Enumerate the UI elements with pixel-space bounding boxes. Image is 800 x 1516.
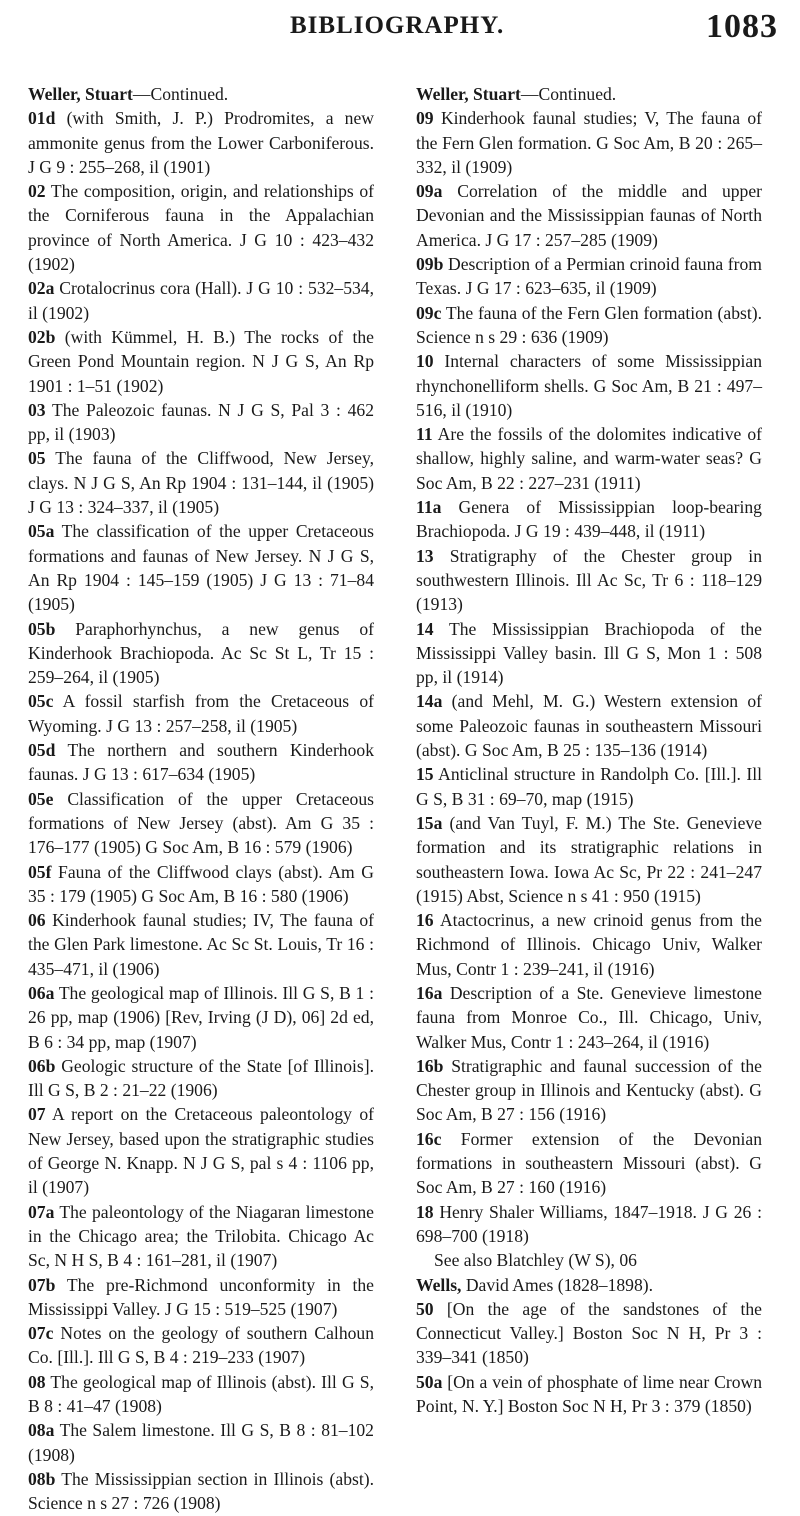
entry-number: 05f [28,861,52,882]
bibliography-entry [416,811,762,908]
entry-number: 11a [416,497,442,518]
entry-text: (with Smith, J. P.) Prodromites, a new ammonite genus from the Lower Carboniferous. J G 9 : 255–268, il (1901) [28,108,374,177]
entry-number: 16c [416,1128,442,1149]
entry-text: Classification of the upper Cretaceous formations of New Jersey (abst). Am G 35 : 176–177 (1905) G Soc Am, B 16 : 579 (1906) [28,788,374,858]
entry-number: 03 [28,399,46,420]
entry-number: 05b [28,618,56,639]
bibliography-entry [416,617,762,690]
bibliography-entry [28,276,374,325]
bibliography-entry [416,981,762,1054]
entry-text: The Paleozoic faunas. N J G S, Pal 3 : 462 pp, il (1903) [28,399,374,445]
entry-text: The composition, origin, and relationships of the Corniferous fauna in the Appalachian province of North America. J G 10 : 423–432 (1902) [28,181,374,275]
entry-list [28,106,374,1515]
bibliography-entry [28,519,374,616]
page-header [0,6,800,56]
entry-text: Henry Shaler Williams, 1847–1918. J G 26 : 698–700 (1918) [416,1201,762,1246]
bibliography-entry [28,1102,374,1199]
continued-label: —Continued. [520,84,617,104]
entry-number: 02 [28,181,46,202]
entry-text: Description of a Permian crinoid fauna from Texas. J G 17 : 623–635, il (1909) [416,254,762,299]
entry-number: 08 [28,1371,46,1392]
entry-text: Kinderhook faunal studies; IV, The fauna of the Glen Park limestone. Ac Sc St. Louis, Tr 16 : 435–471, il (1906) [28,910,375,979]
bibliography-entry [416,1127,762,1200]
bibliography-entry [28,1418,374,1467]
entry-text: Notes on the geology of southern Calhoun Co. [Ill.]. Ill G S, B 4 : 219–233 (1907) [28,1323,375,1368]
entry-text: Stratigraphy of the Chester group in southwestern Illinois. Ill Ac Sc, Tr 6 : 118–129 (1913) [416,545,762,615]
entry-text: Kinderhook faunal studies; V, The fauna of the Fern Glen formation. G Soc Am, B 20 : 265–332, il (1909) [416,108,762,177]
entry-number: 09c [416,302,442,323]
entry-number: 18 [416,1201,434,1222]
bibliography-entry [416,252,762,301]
entry-number: 50a [416,1371,443,1392]
bibliography-entry [416,1370,762,1419]
entry-number: 06b [28,1055,56,1076]
entry-number: 08a [28,1420,55,1441]
bibliography-entry [416,908,762,981]
entry-text: The geological map of Illinois. Ill G S, B 1 : 26 pp, map (1906) [Rev, Irving (J D), 06] 2d ed, B 6 : 34 pp, map (1907) [28,982,374,1052]
entry-number: 05a [28,521,55,542]
entry-text: Crotalocrinus cora (Hall). J G 10 : 532–534, il (1902) [28,278,375,323]
bibliography-entry [28,398,374,447]
entry-number: 16 [416,910,434,931]
entry-number: 15 [416,764,434,785]
entry-number: 10 [416,351,434,372]
page-number: 1083 [706,8,778,45]
entry-number: 16b [416,1055,444,1076]
author-heading [416,82,762,106]
entry-text: [On a vein of phosphate of lime near Crown Point, N. Y.] Boston Soc N H, Pr 3 : 379 (1850) [416,1371,763,1417]
page-title: BIBLIOGRAPHY. [290,12,505,39]
entry-list [416,1297,762,1418]
entry-number: 05d [28,740,56,761]
left-column [28,82,374,1516]
entry-number: 14 [416,618,434,639]
bibliography-entry [28,787,374,860]
entry-number: 50 [416,1298,434,1319]
bibliography-entry [416,762,762,811]
entry-number: 05 [28,448,46,469]
bibliography-entry [28,325,374,398]
bibliography-entry [28,1273,374,1322]
entry-text: The Mississippian section in Illinois (abst). Science n s 27 : 726 (1908) [28,1468,374,1514]
bibliography-entry [28,1054,374,1103]
bibliography-entry [416,179,762,252]
entry-number: 13 [416,545,434,566]
entry-text: (with Kümmel, H. B.) The rocks of the Green Pond Mountain region. N J G S, An Rp 1901 : 1–51 (1902) [28,326,374,396]
entry-text: Are the fossils of the dolomites indicative of shallow, highly saline, and warm-water seas? G Soc Am, B 22 : 227–231 (1911) [416,424,762,493]
entry-number: 07 [28,1104,46,1125]
entry-text: The fauna of the Fern Glen formation (abst). Science n s 29 : 636 (1909) [416,302,762,347]
bibliography-entry [28,738,374,787]
bibliography-entry [416,301,762,350]
entry-number: 15a [416,812,443,833]
entry-text: The northern and southern Kinderhook faunas. J G 13 : 617–634 (1905) [28,740,374,785]
entry-text: Anticlinal structure in Randolph Co. [Ill.]. Ill G S, B 31 : 69–70, map (1915) [416,764,762,809]
entry-text: The Salem limestone. Ill G S, B 8 : 81–102 (1908) [28,1420,374,1465]
entry-number: 06a [28,982,55,1003]
bibliography-entry [416,422,762,495]
entry-number: 02a [28,278,55,299]
entry-text: The Mississippian Brachiopoda of the Mississippi Valley basin. Ill G S, Mon 1 : 508 pp, il (1914) [416,618,762,688]
author-name: Wells, [416,1274,462,1295]
entry-number: 07c [28,1323,54,1344]
bibliography-entry [28,908,374,981]
bibliography-entry [28,981,374,1054]
bibliography-entry [416,495,762,544]
entry-text: Internal characters of some Mississippian rhynchonelliform shells. G Soc Am, B 21 : 497–516, il (1910) [416,351,762,420]
bibliography-entry [416,689,762,762]
bibliography-entry [28,860,374,909]
bibliography-entry [28,1467,374,1516]
entry-number: 07a [28,1201,55,1222]
bibliography-entry [28,689,374,738]
entry-text: (and Van Tuyl, F. M.) The Ste. Genevieve formation and its stratigraphic relations in southeastern Iowa. Iowa Ac Sc, Pr 22 : 241–247 (1915) Abst, Science n s 41 : 950 (1915) [416,812,762,906]
entry-text: The fauna of the Cliffwood, New Jersey, clays. N J G S, An Rp 1904 : 131–144, il (1905) J G 13 : 324–337, il (1905) [28,448,374,518]
entry-text: A fossil starfish from the Cretaceous of Wyoming. J G 13 : 257–258, il (1905) [28,691,374,736]
entry-number: 09a [416,181,443,202]
entry-number: 08b [28,1468,56,1489]
entry-text: (and Mehl, M. G.) Western extension of some Paleozoic faunas in southeastern Missouri (abst). G Soc Am, B 25 : 135–136 (1914) [416,691,762,761]
bibliography-entry [416,106,762,179]
bibliography-entry [28,106,374,179]
right-column [416,82,762,1418]
entry-text: The geological map of Illinois (abst). Ill G S, B 8 : 41–47 (1908) [28,1371,374,1417]
bibliography-entry [416,349,762,422]
bibliography-entry [28,1200,374,1273]
entry-number: 02b [28,326,56,347]
author-name: Weller, Stuart [28,84,133,104]
author-dates: David Ames (1828–1898). [461,1274,654,1295]
entry-number: 05c [28,691,54,712]
entry-text: Paraphorhynchus, a new genus of Kinderhook Brachiopoda. Ac Sc St L, Tr 15 : 259–264, il (1905) [28,618,375,688]
bibliography-entry [416,544,762,617]
entry-text: [On the age of the sandstones of the Connecticut Valley.] Boston Soc N H, Pr 3 : 339–341 (1850) [416,1298,762,1368]
entry-list [416,106,762,1248]
entry-number: 09b [416,254,444,275]
entry-number: 16a [416,982,443,1003]
author-name: Weller, Stuart [416,84,521,104]
entry-text: Fauna of the Cliffwood clays (abst). Am G 35 : 179 (1905) G Soc Am, B 16 : 580 (1906) [28,861,374,906]
author-heading [28,82,374,106]
entry-number: 11 [416,424,433,445]
entry-text: Geologic structure of the State [of Illinois]. Ill G S, B 2 : 21–22 (1906) [28,1055,374,1101]
entry-text: Correlation of the middle and upper Devonian and the Mississippian faunas of North America. J G 17 : 257–285 (1909) [416,181,763,250]
entry-text: A report on the Cretaceous paleontology of New Jersey, based upon the stratigraphic studies of George N. Knapp. N J G S, pal s 4 : 1106 pp, il (1907) [28,1104,374,1198]
entry-text: Stratigraphic and faunal succession of the Chester group in Illinois and Kentucky (abst). G Soc Am, B 27 : 156 (1916) [416,1055,762,1125]
continued-label: —Continued. [132,84,229,104]
entry-text: Description of a Ste. Genevieve limestone fauna from Monroe Co., Ill. Chicago, Univ, Walker Mus, Contr 1 : 243–264, il (1916) [416,982,762,1052]
entry-text: Genera of Mississippian loop-bearing Brachiopoda. J G 19 : 439–448, il (1911) [416,497,762,542]
entry-text: The classification of the upper Cretaceous formations and faunas of New Jersey. N J G S, An Rp 1904 : 145–159 (1905) J G 13 : 71–84 (1905) [28,521,374,615]
entry-text: Atactocrinus, a new crinoid genus from the Richmond of Illinois. Chicago Univ, Walker Mus, Contr 1 : 239–241, il (1916) [416,910,762,979]
entry-number: 06 [28,910,46,931]
bibliography-entry [416,1200,762,1249]
entry-text: The pre-Richmond unconformity in the Mississippi Valley. J G 15 : 519–525 (1907) [28,1274,374,1319]
author-heading [416,1273,762,1297]
bibliography-entry [416,1054,762,1127]
bibliography-entry [28,1370,374,1419]
bibliography-entry [28,446,374,519]
bibliography-entry [28,1321,374,1370]
entry-number: 14a [416,691,443,712]
bibliography-entry [28,617,374,690]
entry-number: 09 [416,108,434,129]
entry-text: Former extension of the Devonian formations in southeastern Missouri (abst). G Soc Am, B 27 : 160 (1916) [416,1128,762,1198]
entry-text: The paleontology of the Niagaran limestone in the Chicago area; the Trilobita. Chicago Ac Sc, N H S, B 4 : 161–281, il (1907) [28,1201,374,1271]
entry-number: 05e [28,788,54,809]
bibliography-entry [28,179,374,276]
entry-number: 07b [28,1274,56,1295]
see-also-note: See also Blatchley (W S), 06 [434,1250,637,1271]
entry-number: 01d [28,108,56,129]
